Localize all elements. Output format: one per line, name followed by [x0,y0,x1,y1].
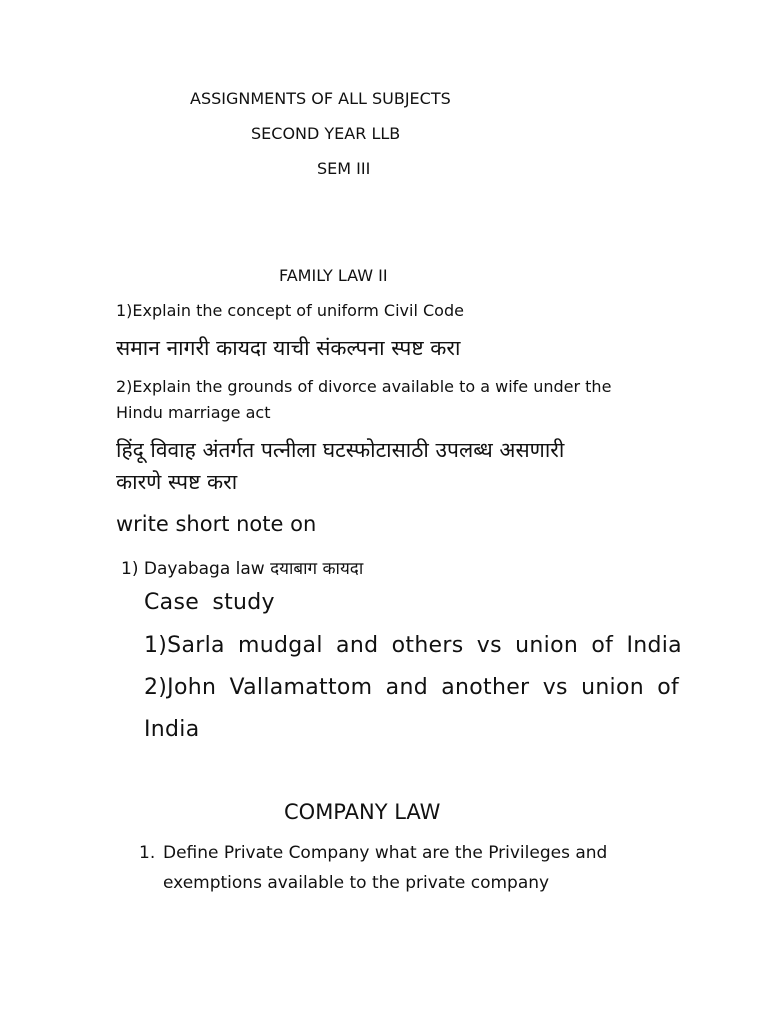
document-subtitle-year: SECOND YEAR LLB [251,124,401,143]
family-law-q2-english-line2: Hindu marriage act [116,403,271,422]
family-law-q1-english: 1)Explain the concept of uniform Civil Code [116,301,464,320]
case-study-item-2-line2: India [144,717,200,742]
family-law-q2-marathi-line2: कारणे स्पष्ट करा [116,470,238,494]
company-law-heading: COMPANY LAW [284,800,441,824]
company-law-q1-line2: exemptions available to the private company [163,873,550,893]
document-title: ASSIGNMENTS OF ALL SUBJECTS [190,89,451,108]
short-note-item-1: 1) Dayabaga law दयाबाग कायदा [121,559,364,579]
short-note-heading: write short note on [116,512,317,536]
family-law-q2-marathi-line1: हिंदू विवाह अंतर्गत पत्नीला घटस्फोटासाठी उपलब्ध असणारी [116,438,565,462]
case-study-heading: Case study [144,590,275,615]
family-law-q2-english-line1: 2)Explain the grounds of divorce available to a wife under the [116,377,612,396]
document-subtitle-sem: SEM III [317,159,371,178]
company-law-q1-number: 1. [139,843,156,863]
case-study-item-1: 1)Sarla mudgal and others vs union of India [144,633,682,658]
family-law-heading: FAMILY LAW II [279,266,388,285]
family-law-q1-marathi: समान नागरी कायदा याची संकल्पना स्पष्ट करा [116,336,461,360]
company-law-q1-line1: Define Private Company what are the Privileges and [163,843,608,863]
case-study-item-2-line1: 2)John Vallamattom and another vs union of [144,675,680,700]
